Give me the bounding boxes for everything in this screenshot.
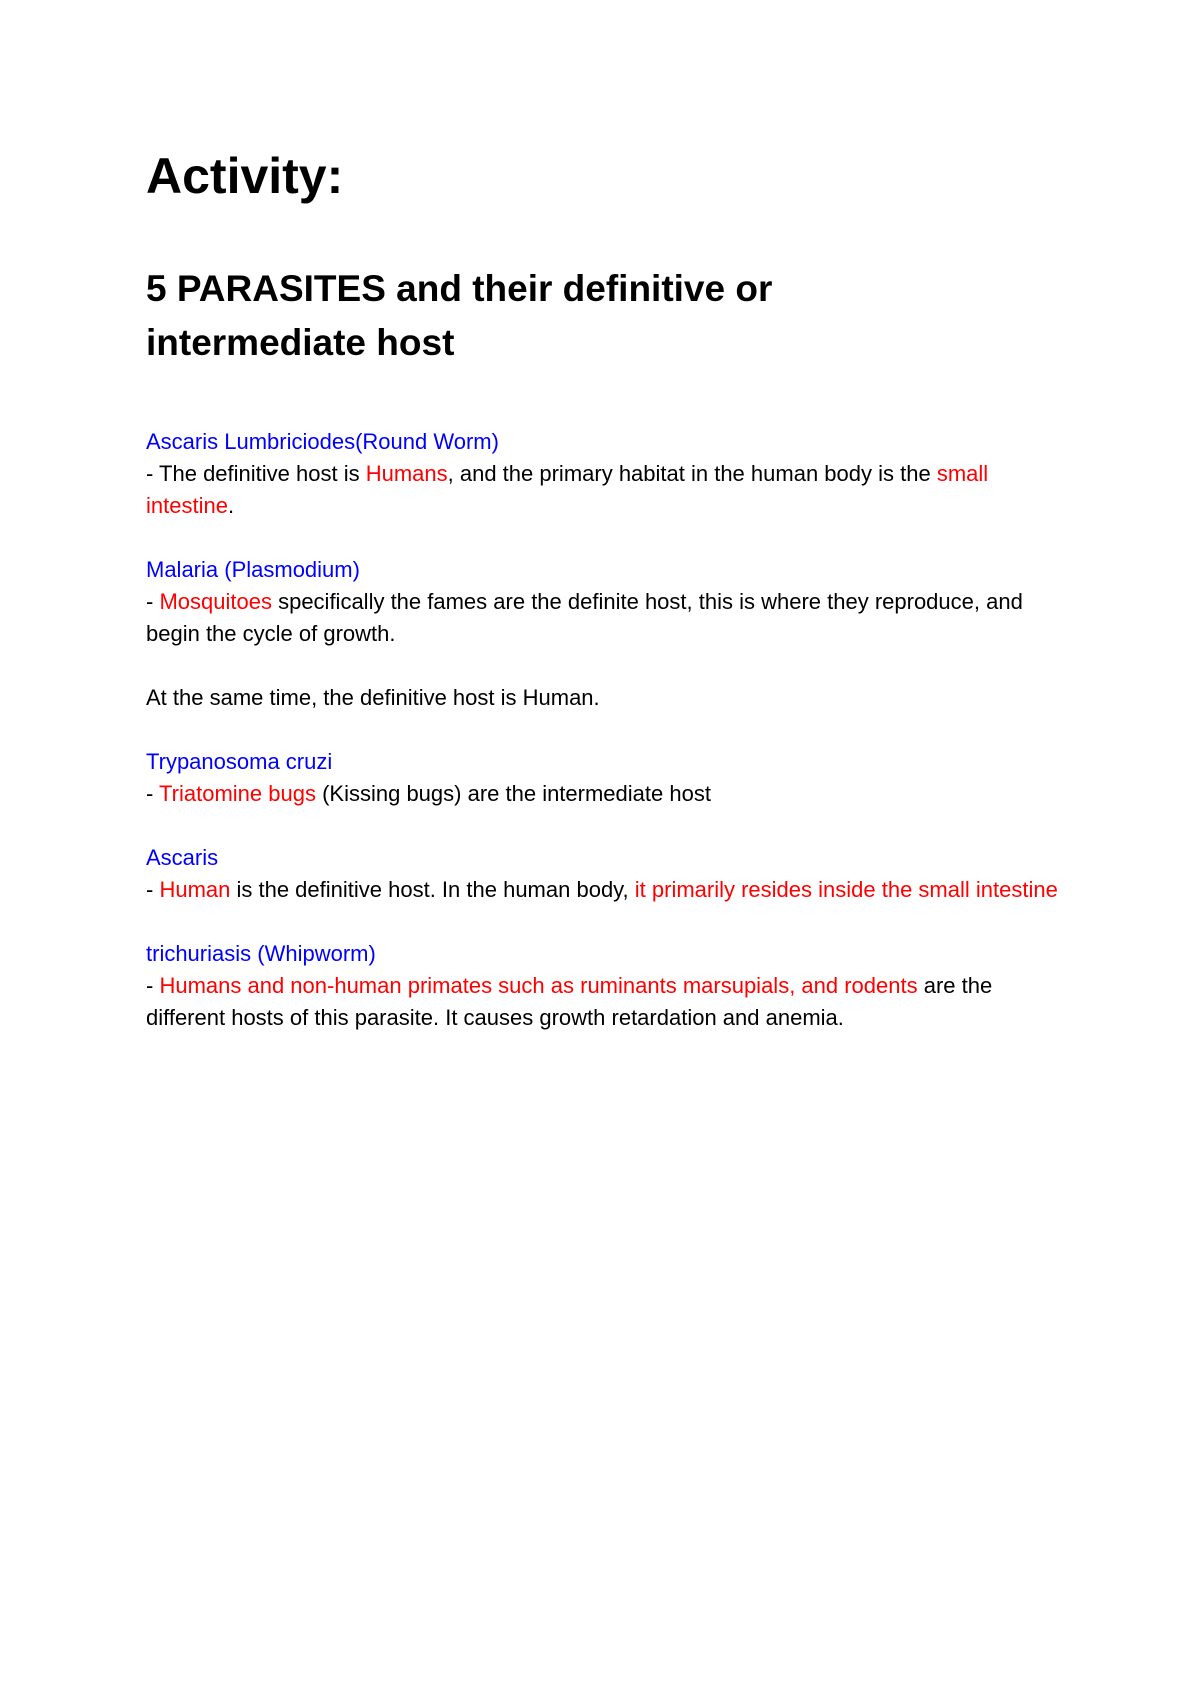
- parasite-description: [146, 874, 1066, 906]
- parasite-name: Malaria (Plasmodium): [146, 557, 360, 582]
- parasite-name: Trypanosoma cruzi: [146, 749, 333, 774]
- parasite-entry-ascaris-lumbriciodes: [146, 426, 1066, 522]
- description-text: -: [146, 973, 160, 998]
- subtitle-line-1: 5 PARASITES and their definitive or: [146, 268, 773, 309]
- description-text: -: [146, 877, 160, 902]
- parasite-entry-trichuriasis: [146, 938, 1066, 1034]
- description-text: , and the primary habitat in the human body is the: [447, 461, 937, 486]
- description-text: specifically the fames are the definite host, this is where they reproduce, and begin the cycle of growth.: [146, 589, 1023, 646]
- parasite-name: Ascaris: [146, 845, 219, 870]
- highlighted-host: Humans and non-human primates such as ruminants marsupials, and rodents: [159, 973, 918, 998]
- parasite-entry-malaria: [146, 554, 1066, 650]
- description-text: .: [227, 493, 235, 518]
- description-text: - The definitive host is: [146, 461, 366, 486]
- description-text: -: [146, 781, 160, 806]
- description-text: -: [146, 589, 160, 614]
- parasite-list: [146, 426, 1066, 1066]
- highlighted-habitat: small intestine: [146, 461, 989, 518]
- note-text: At the same time, the definitive host is Human.: [146, 685, 600, 710]
- parasite-note-malaria: [146, 682, 1066, 714]
- parasite-description: [146, 586, 1066, 650]
- parasite-entry-ascaris: [146, 842, 1066, 906]
- subtitle-line-2: intermediate host: [146, 322, 455, 363]
- highlighted-habitat: it primarily resides inside the small intestine: [634, 877, 1058, 902]
- description-text: is the definitive host. In the human body,: [230, 877, 635, 902]
- description-text: (Kissing bugs) are the intermediate host: [315, 781, 711, 806]
- parasite-name: Ascaris Lumbriciodes(Round Worm): [146, 429, 499, 454]
- parasite-entry-trypanosoma-cruzi: [146, 746, 1066, 810]
- highlighted-host: Humans: [365, 461, 448, 486]
- parasite-description: [146, 970, 1066, 1034]
- highlighted-host: Mosquitoes: [159, 589, 272, 614]
- highlighted-host: Triatomine bugs: [159, 781, 316, 806]
- parasite-description: [146, 458, 1066, 522]
- page-title: Activity:: [146, 148, 344, 204]
- description-text: are the different hosts of this parasite. It causes growth retardation and anemia.: [146, 973, 993, 1030]
- parasite-name: trichuriasis (Whipworm): [146, 941, 376, 966]
- highlighted-host: Human: [159, 877, 231, 902]
- parasite-description: [146, 778, 1066, 810]
- page-subtitle: [146, 262, 1046, 370]
